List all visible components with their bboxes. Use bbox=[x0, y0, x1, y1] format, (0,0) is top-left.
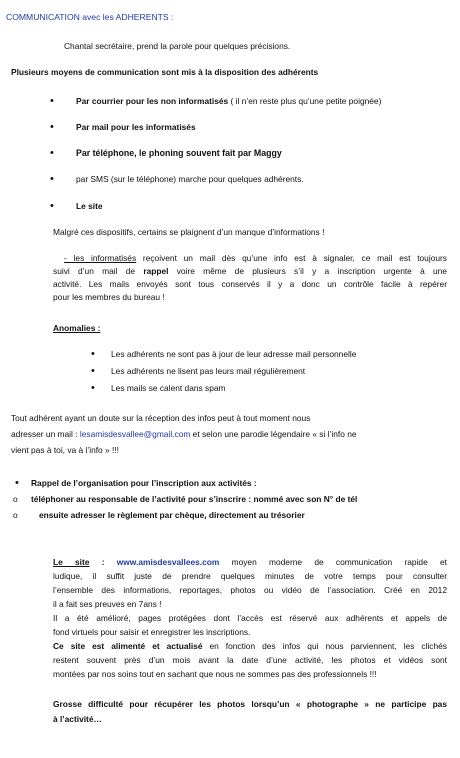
site-line-6: fond virtuels pour saisir et enregistrer les inscriptions. bbox=[53, 627, 251, 637]
bullet-icon: • bbox=[91, 348, 95, 360]
section-title: COMMUNICATION avec les ADHERENTS : bbox=[6, 12, 174, 22]
informatises-label: - les informatisés bbox=[64, 253, 137, 263]
bullet-icon: • bbox=[50, 121, 54, 133]
anomaly-item: Les adhérents ne lisent pas leurs mail régulièrement bbox=[111, 366, 306, 376]
complaint-text: Malgré ces dispositifs, certains se plaignent d’un manque d’informations ! bbox=[53, 227, 325, 237]
intro-text: Chantal secrétaire, prend la parole pour quelques précisions. bbox=[64, 41, 291, 51]
doute-line-1: Tout adhérent ayant un doute sur la réception des infos peut à tout moment nous bbox=[11, 413, 311, 423]
rappel-heading: Rappel de l’organisation pour l’inscription aux activités : bbox=[31, 478, 257, 488]
means-item-courrier bbox=[76, 96, 381, 107]
rappel-word: rappel bbox=[143, 266, 169, 276]
informatises-text: reçoivent un mail dès qu’une info est à signaler, ce mail est toujours bbox=[136, 253, 447, 263]
site-line-5: Il a été amélioré, pages protégées dont l’accès est réservé aux adhérents et appels de bbox=[53, 613, 447, 623]
site-label: Le site bbox=[53, 557, 90, 567]
site-line-7 bbox=[53, 641, 447, 652]
bullet-icon: • bbox=[50, 95, 54, 107]
bullet-icon: • bbox=[50, 173, 54, 185]
closing-line-1: Grosse difficulté pour récupérer les photos lorsqu’un « photographe » ne participe pas bbox=[53, 699, 447, 709]
anomaly-item: Les adhérents ne sont pas à jour de leur adresse mail personnelle bbox=[111, 349, 357, 359]
site-colon: : bbox=[89, 557, 117, 567]
informatises-line-2 bbox=[53, 266, 447, 277]
bullet-icon: • bbox=[15, 477, 19, 489]
circle-bullet-icon: o bbox=[13, 510, 18, 520]
means-item-bold: Par courrier pour les non informatisés bbox=[76, 96, 229, 106]
email-link[interactable]: lesamisdesvallee@gmail.com bbox=[79, 429, 191, 439]
informatises-line-4: pour les membres du bureau ! bbox=[53, 292, 165, 302]
site-line-4: il a fait ses preuves en 7ans ! bbox=[53, 599, 162, 609]
site-text: en fonction des infos qui nous parviennent, les clichés bbox=[202, 641, 447, 651]
site-line-1 bbox=[53, 557, 447, 568]
anomalies-heading: Anomalies : bbox=[53, 323, 101, 333]
rappel-item: téléphoner au responsable de l’activité pour s’inscrire : nommé avec son N° de tél bbox=[31, 494, 358, 504]
means-item-mail: Par mail pour les informatisés bbox=[76, 122, 196, 132]
means-item-site: Le site bbox=[76, 201, 103, 211]
doute-text: et selon une parodie légendaire « si l’info ne bbox=[190, 429, 357, 439]
means-heading: Plusieurs moyens de communication sont mis à la disposition des adhérents bbox=[11, 67, 319, 77]
rappel-item: ensuite adresser le règlement par chèque, directement au trésorier bbox=[39, 510, 305, 520]
means-item-rest: ( il n’en reste plus qu’une petite poignée) bbox=[228, 96, 382, 106]
doute-text: adresser un mail : bbox=[11, 429, 80, 439]
site-bold-text: Ce site est alimenté et actualisé bbox=[53, 641, 203, 651]
site-line-8: restent souvent près d’un mois avant la date d’une activité, les photos et vidéos sont bbox=[53, 655, 447, 665]
site-line-2: ludique, il suffit juste de prendre quelques minutes de votre temps pour consulter bbox=[53, 571, 447, 581]
informatises-line-3: activité. Les mails envoyés sont tous conservés il y a donc un contrôle facile à repérer bbox=[53, 279, 447, 289]
means-item-telephone: Par téléphone, le phoning souvent fait par Maggy bbox=[76, 148, 282, 158]
closing-line-2: à l’activité… bbox=[53, 714, 102, 724]
site-url-link[interactable]: www.amisdesvallees.com bbox=[116, 557, 220, 567]
means-item-sms: par SMS (sur le téléphone) marche pour quelques adhérents. bbox=[76, 174, 304, 184]
circle-bullet-icon: o bbox=[13, 494, 18, 504]
site-line-3: l’ensemble des informations, reportages, photos ou vidéo de l’association. Créé en 2012 bbox=[53, 585, 447, 595]
doute-line-3: vient pas à toi, va à l’info » !!! bbox=[11, 445, 120, 455]
anomaly-item: Les mails se calent dans spam bbox=[111, 383, 226, 393]
bullet-icon: • bbox=[91, 365, 95, 377]
informatises-text: voire même de plusieurs s’il y a inscription urgente à une bbox=[168, 266, 447, 276]
site-text: moyen moderne de communication rapide et bbox=[219, 557, 447, 567]
informatises-line-1 bbox=[64, 253, 447, 264]
site-line-9: montées par nos soins tout en sachant que nous ne sommes pas des professionnels !!! bbox=[53, 669, 377, 679]
informatises-text: suivi d’un mail de bbox=[53, 266, 144, 276]
bullet-icon: • bbox=[50, 147, 54, 159]
bullet-icon: • bbox=[50, 200, 54, 212]
bullet-icon: • bbox=[91, 382, 95, 394]
doute-line-2 bbox=[11, 429, 357, 440]
